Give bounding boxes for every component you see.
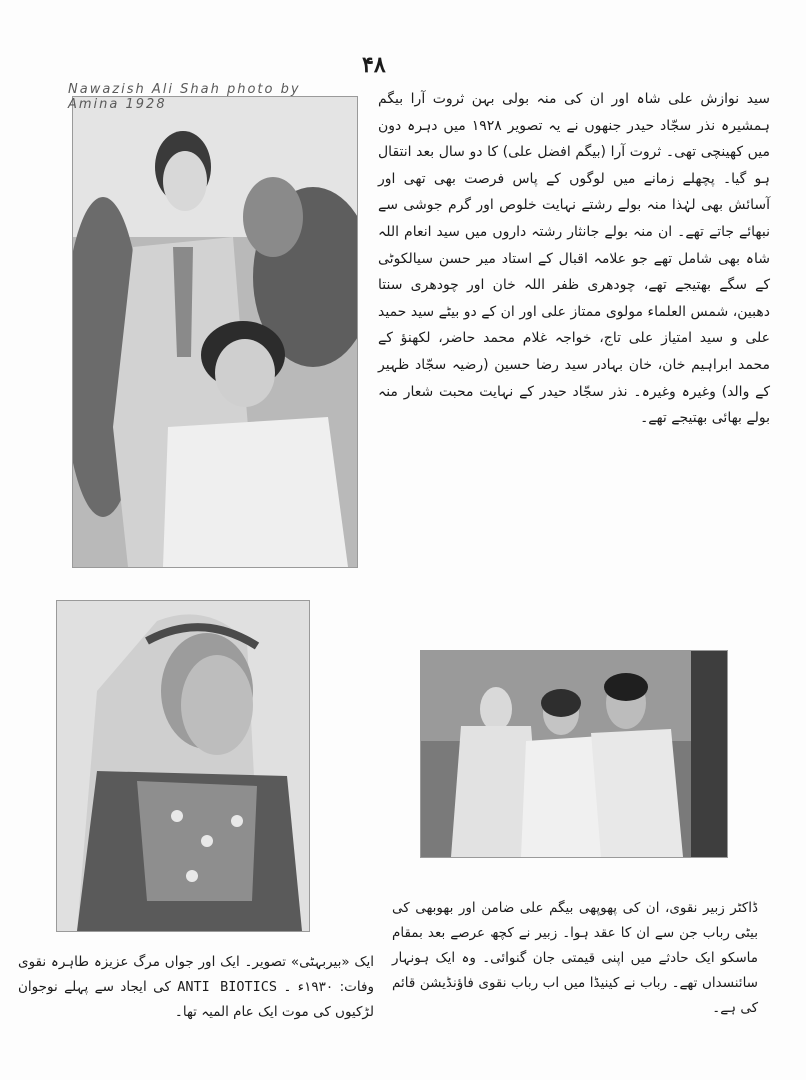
main-paragraph (378, 86, 770, 432)
page-number: ۴۸ (362, 52, 386, 78)
portrait-caption-latin: ANTI BIOTICS (177, 978, 277, 995)
photo-group-three (420, 650, 728, 858)
photo-inscription: Nawazish Ali Shah photo by Amina 1928 (68, 82, 301, 112)
photo-couple-1928 (72, 96, 358, 568)
main-paragraph-text: سید نوازش علی شاہ اور ان کی منہ بولی بہن ثروت آرا بیگم ہمشیرہ نذر سجّاد حیدر جنھوں نے یہ تصویر ۱۹۲۸ میں دہرہ دون میں کھینچی تھی۔ ثروت آرا (بیگم افضل علی) کا دو سال بعد انتقال ہو گیا۔ پچھلے زمانے میں لوگوں کے پاس فرصت بھی تھی اور آسائش بھی لہٰذا منہ بولے رشتے نہایت خلوص اور گرم جوشی سے نبھائے جاتے تھے۔ ان منہ بولے جانثار رشتہ داروں میں سید انعام اللہ شاہ بھی شامل تھے جو علامہ اقبال کے استاد میر حسن سیالکوٹی کے سگے بھتیجے تھے، چودھری ظفر اللہ خان اور چودھری سنتا دھبین، شمس العلماء مولوی ممتاز علی اور ان کے دو بیٹے سید حمید علی و سید امتیاز علی تاج، خواجہ غلام محمد حاضر، لکھنؤ کے محمد ابراہیم خان، خان بہادر سید رضا حسین (رضیہ سجّاد ظہیر کے والد) وغیرہ وغیرہ۔ نذر سجّاد حیدر کے نہایت محبت شعار منہ بولے بھائی بھتیجے تھے۔ (378, 91, 770, 427)
portrait-caption (18, 950, 374, 1025)
portrait-caption-part1: ایک «بیربہٹی» تصویر۔ ایک اور جواں مرگ عزیزہ طاہرہ نقوی وفات: ۱۹۳۰ء ۔ (18, 954, 374, 995)
photo-portrait-tahira (56, 600, 310, 932)
photo-couple-image (73, 97, 357, 567)
portrait-caption-part2: کی ایجاد سے پہلے نوجوان لڑکیوں کی موت ایک عام المیہ تھا۔ (18, 978, 374, 1020)
group-photo-caption-text: ڈاکٹر زبیر نقوی، ان کی پھوپھی بیگم علی ضامن اور بھوبھی کی بیٹی رباب جن سے ان کا عقد ہوا۔ زبیر نے کچھ عرصے بعد بمقام ماسکو ایک حادثے میں اپنی قیمتی جان گنوائی۔ وہ ایک ہونہار سائنسداں تھے۔ رباب نے کینیڈا میں اب رباب نقوی فاؤنڈیشن قائم کی ہے۔ (392, 900, 758, 1016)
group-photo-image (421, 651, 727, 857)
portrait-caption-text (18, 950, 374, 1025)
portrait-image (57, 601, 309, 931)
group-photo-caption (392, 896, 758, 1021)
